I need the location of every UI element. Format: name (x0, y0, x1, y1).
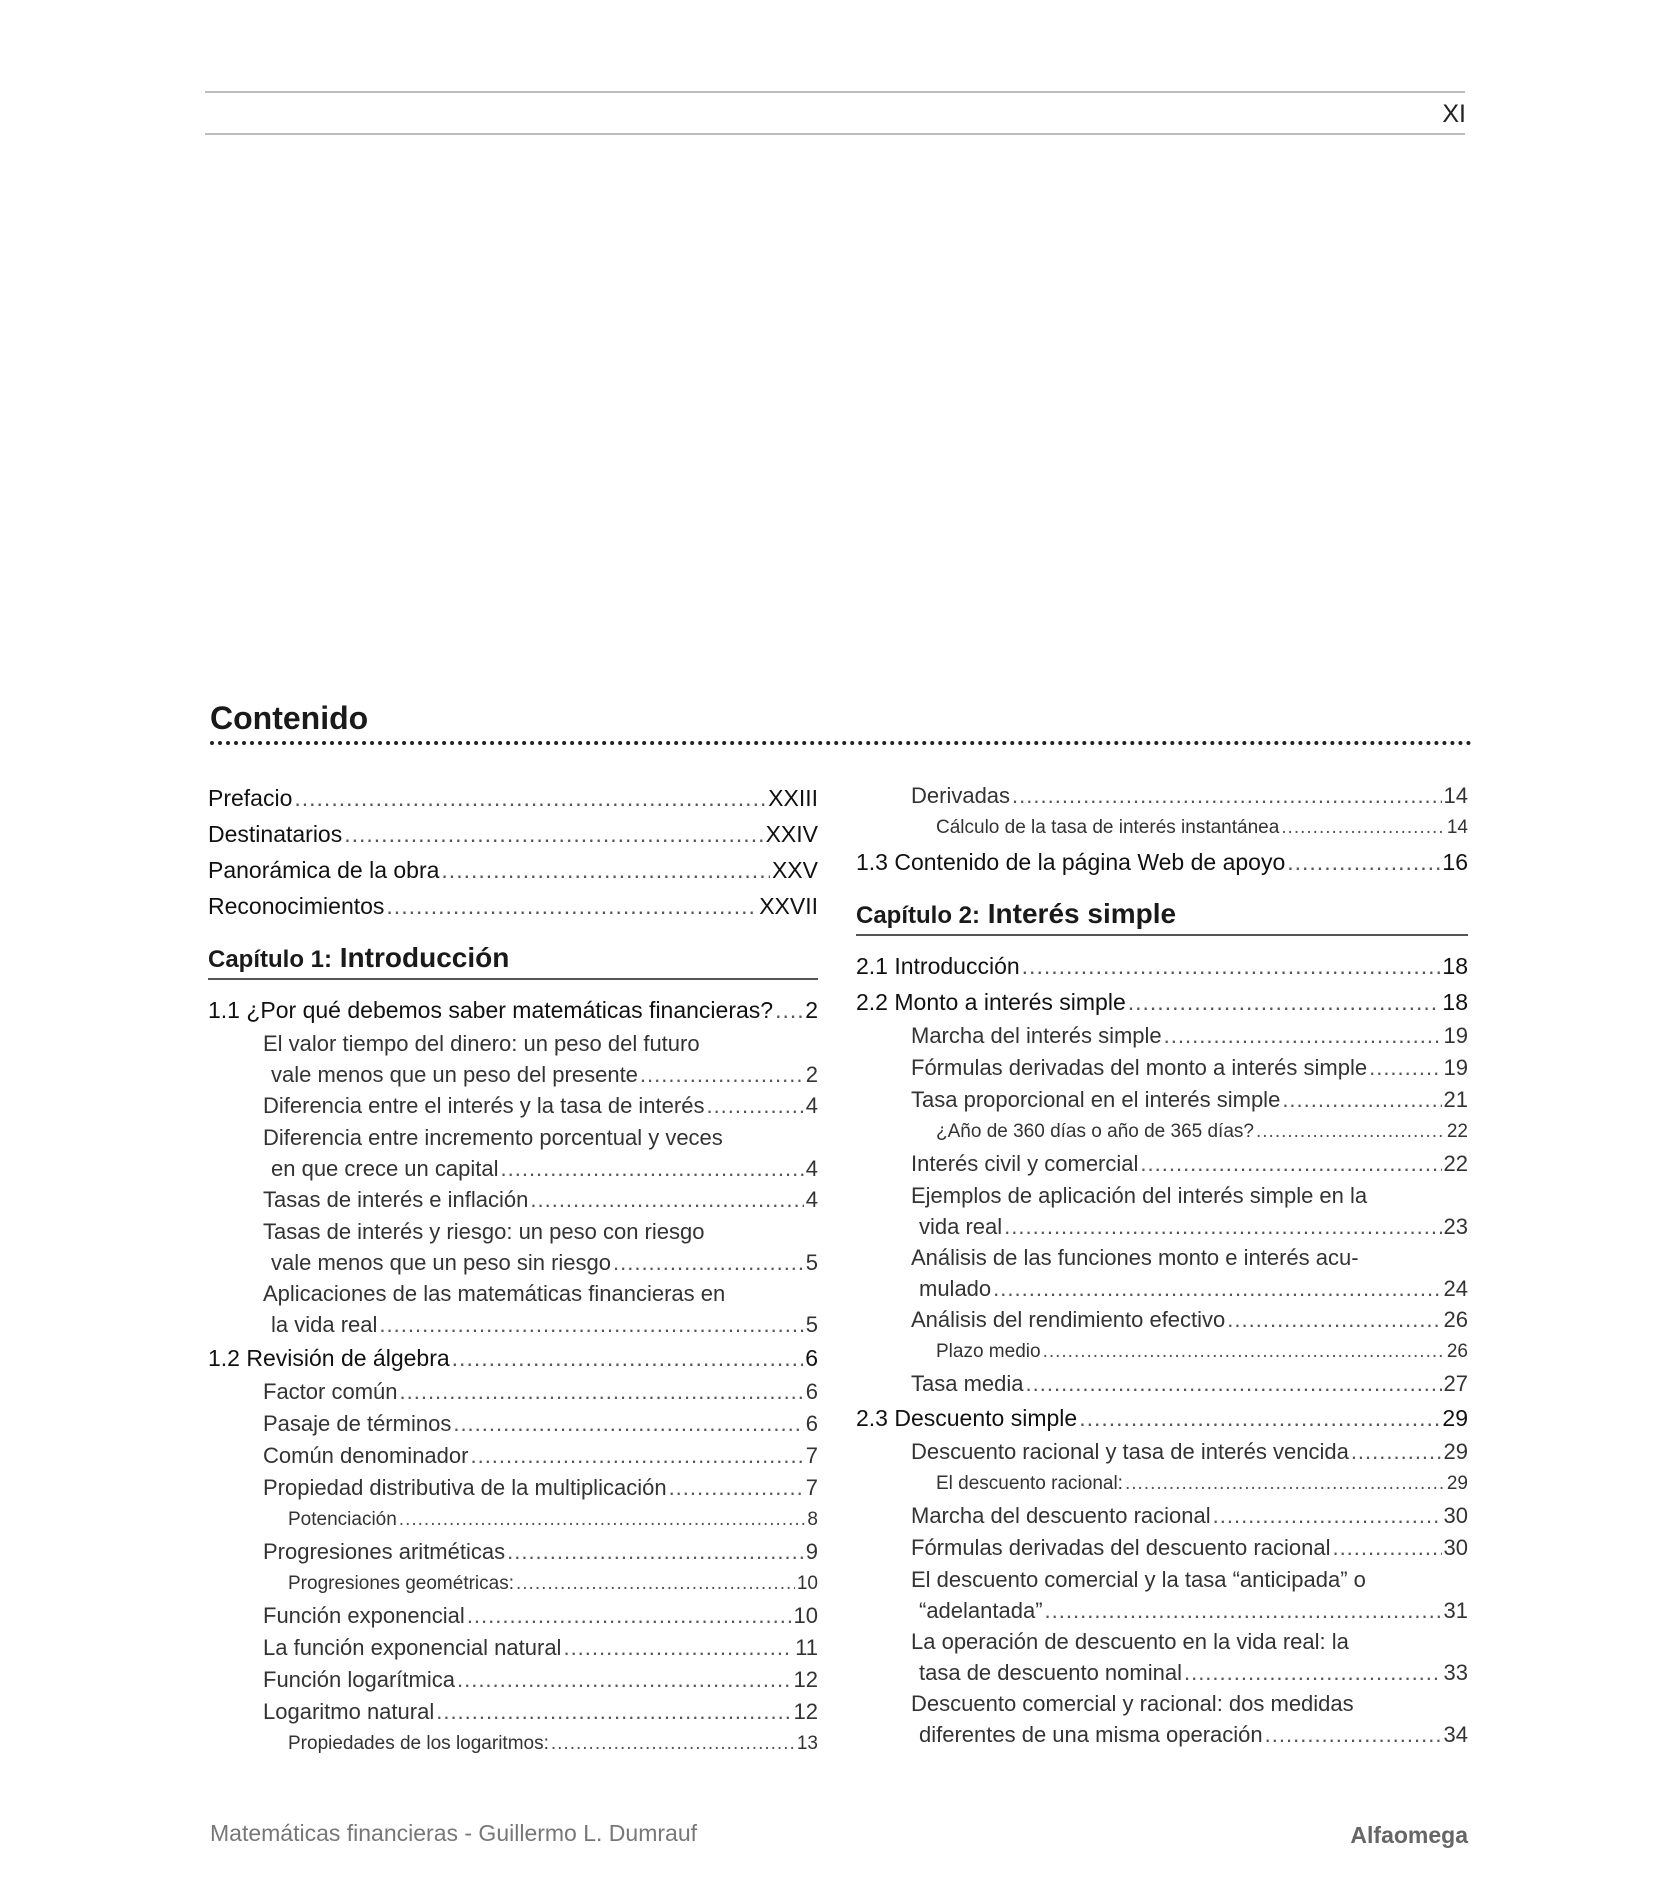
toc-page: 2 (805, 997, 818, 1023)
toc-label: Tasa proporcional en el interés simple (911, 1087, 1281, 1112)
toc-entry-operacion-descuento[interactable] (856, 1626, 1468, 1688)
toc-entry-plazo-medio[interactable] (856, 1336, 1468, 1368)
toc-page: XXIV (765, 821, 818, 847)
leader-dots (1287, 844, 1440, 880)
chapter-prefix: Capítulo 1: (208, 946, 332, 973)
toc-right-column (856, 780, 1468, 1750)
toc-entry-exponencial-natural[interactable] (208, 1632, 818, 1664)
toc-label: 1.1 ¿Por qué debemos saber matemáticas financieras? (208, 997, 774, 1023)
toc-page: 11 (795, 1635, 818, 1660)
toc-entry-propiedades-logaritmos[interactable] (208, 1728, 818, 1760)
toc-entry-factor-comun[interactable] (208, 1376, 818, 1408)
toc-page: 4 (805, 1156, 818, 1181)
toc-page: 16 (1442, 849, 1468, 875)
toc-page: 5 (805, 1250, 818, 1275)
chapter-heading-2 (856, 898, 1468, 936)
toc-label: Potenciación (288, 1509, 397, 1530)
toc-page: 21 (1443, 1087, 1468, 1112)
toc-section-1-3[interactable] (856, 844, 1468, 880)
toc-page: 4 (805, 1093, 818, 1118)
toc-page: 12 (793, 1667, 818, 1692)
toc-page: 27 (1443, 1371, 1468, 1396)
toc-label: Descuento racional y tasa de interés vencida (911, 1439, 1349, 1464)
toc-page: 23 (1443, 1214, 1468, 1239)
toc-left-column (208, 780, 818, 1760)
toc-entry-tasas-inflacion[interactable] (208, 1184, 818, 1216)
toc-entry-ejemplos-aplicacion[interactable] (856, 1180, 1468, 1242)
toc-entry-tasa-proporcional[interactable] (856, 1084, 1468, 1116)
toc-label: Función exponencial (263, 1603, 465, 1628)
toc-label: Función logarítmica (263, 1667, 455, 1692)
toc-entry-marcha-descuento[interactable] (856, 1500, 1468, 1532)
toc-entry-descuento-racional[interactable] (856, 1468, 1468, 1500)
toc-label: Progresiones aritméticas (263, 1539, 506, 1564)
toc-entry-tasa-media[interactable] (856, 1368, 1468, 1400)
toc-label-line1: Análisis de las funciones monto e interés acu- (911, 1245, 1359, 1270)
leader-dots (1369, 1052, 1441, 1084)
toc-page: 2 (805, 1062, 818, 1087)
leader-dots (706, 1090, 803, 1122)
toc-entry-formulas-monto[interactable] (856, 1052, 1468, 1084)
toc-label-line1: Descuento comercial y racional: dos medidas (911, 1691, 1354, 1716)
leader-dots (1140, 1148, 1441, 1180)
leader-dots (1351, 1436, 1442, 1468)
toc-page: 30 (1443, 1535, 1468, 1560)
toc-entry-progresiones-geometricas[interactable] (208, 1568, 818, 1600)
toc-label: Tasas de interés e inflación (263, 1187, 529, 1212)
toc-page: 18 (1442, 989, 1468, 1015)
leader-dots (1045, 1596, 1442, 1626)
toc-entry-descuento-comercial[interactable] (856, 1564, 1468, 1626)
toc-label-line1: Tasas de interés y riesgo: un peso con riesgo (263, 1219, 705, 1244)
toc-label-line1: La operación de descuento en la vida real: la (911, 1629, 1349, 1654)
leader-dots (379, 1310, 803, 1340)
toc-page: 7 (805, 1475, 818, 1500)
toc-label: Análisis del rendimiento efectivo (911, 1307, 1226, 1332)
toc-label: Logaritmo natural (263, 1699, 435, 1724)
toc-page: 22 (1443, 1151, 1468, 1176)
toc-page: 7 (805, 1443, 818, 1468)
toc-entry-destinatarios[interactable] (208, 816, 818, 852)
toc-page: XXIII (768, 785, 818, 811)
chapter-prefix: Capítulo 2: (856, 902, 980, 929)
toc-section-1-1[interactable] (208, 992, 818, 1028)
leader-dots (457, 1664, 792, 1696)
dotted-divider (210, 741, 1472, 745)
toc-page: 13 (796, 1733, 818, 1754)
toc-label-line2: “adelantada” (919, 1598, 1043, 1623)
header-rule-bottom (205, 133, 1465, 135)
leader-dots (1026, 1368, 1442, 1400)
toc-page: 10 (793, 1603, 818, 1628)
toc-page: 6 (805, 1411, 818, 1436)
leader-dots (516, 1568, 795, 1600)
footer-book-title: Matemáticas financieras - Guillermo L. Dumrauf (210, 1820, 697, 1846)
leader-dots (399, 1504, 806, 1536)
toc-section-2-1[interactable] (856, 948, 1468, 984)
toc-label: Interés civil y comercial (911, 1151, 1139, 1176)
toc-entry-tasa-instantanea[interactable] (856, 812, 1468, 844)
toc-page: 6 (805, 1379, 818, 1404)
toc-entry-comercial-racional[interactable] (856, 1688, 1468, 1750)
toc-label-line2: vale menos que un peso sin riesgo (271, 1250, 611, 1275)
toc-entry-potenciacion[interactable] (208, 1504, 818, 1536)
toc-label: Común denominador (263, 1443, 469, 1468)
toc-label: Propiedades de los logaritmos: (288, 1733, 549, 1754)
leader-dots (441, 852, 770, 888)
toc-label: 2.1 Introducción (856, 953, 1020, 979)
toc-entry-propiedad-distributiva[interactable] (208, 1472, 818, 1504)
leader-dots (1227, 1304, 1441, 1336)
chapter-heading-1 (208, 942, 818, 980)
leader-dots (613, 1248, 804, 1278)
toc-label-line2: tasa de descuento nominal (919, 1660, 1182, 1685)
toc-label: Tasa media (911, 1371, 1024, 1396)
toc-page: 19 (1443, 1023, 1468, 1048)
leader-dots (453, 1408, 803, 1440)
leader-dots (1022, 948, 1441, 984)
leader-dots (1043, 1336, 1445, 1368)
toc-label-line2: vale menos que un peso del presente (271, 1062, 638, 1087)
toc-entry-logaritmo-natural[interactable] (208, 1696, 818, 1728)
toc-label: La función exponencial natural (263, 1635, 562, 1660)
leader-dots (775, 992, 803, 1028)
leader-dots (1265, 1720, 1442, 1750)
toc-label: 1.2 Revisión de álgebra (208, 1345, 450, 1371)
toc-label: Fórmulas derivadas del monto a interés simple (911, 1055, 1368, 1080)
toc-page: 5 (805, 1312, 818, 1337)
toc-page: 4 (805, 1187, 818, 1212)
toc-section-1-2[interactable] (208, 1340, 818, 1376)
contents-title: Contenido (210, 700, 369, 736)
toc-page: XXVII (759, 893, 818, 919)
toc-page: 34 (1443, 1722, 1468, 1747)
toc-page: 18 (1442, 953, 1468, 979)
toc-label: 1.3 Contenido de la página Web de apoyo (856, 849, 1286, 875)
toc-label-line2: en que crece un capital (271, 1156, 499, 1181)
toc-label: Derivadas (911, 783, 1011, 808)
leader-dots (563, 1632, 793, 1664)
leader-dots (1012, 780, 1441, 812)
toc-entry-funcion-logaritmica[interactable] (208, 1664, 818, 1696)
toc-page: 8 (807, 1509, 818, 1530)
toc-section-2-3[interactable] (856, 1400, 1468, 1436)
toc-label-line2: vida real (919, 1214, 1003, 1239)
leader-dots (507, 1536, 804, 1568)
toc-label: 2.2 Monto a interés simple (856, 989, 1126, 1015)
toc-page: 9 (805, 1539, 818, 1564)
toc-entry-progresiones-aritmeticas[interactable] (208, 1536, 818, 1568)
leader-dots (551, 1728, 795, 1760)
toc-entry-incremento-porcentual[interactable] (208, 1122, 818, 1184)
leader-dots (1004, 1212, 1441, 1242)
toc-label-line1: Diferencia entre incremento porcentual y veces (263, 1125, 723, 1150)
leader-dots (1184, 1658, 1442, 1688)
toc-label: 2.3 Descuento simple (856, 1405, 1078, 1431)
toc-label-line2: la vida real (271, 1312, 378, 1337)
toc-label: Fórmulas derivadas del descuento racional (911, 1535, 1331, 1560)
toc-entry-diferencia-interes[interactable] (208, 1090, 818, 1122)
leader-dots (1125, 1468, 1445, 1500)
toc-page: 22 (1446, 1121, 1468, 1142)
toc-page: 30 (1443, 1503, 1468, 1528)
toc-page: 10 (796, 1573, 818, 1594)
toc-label-line2: mulado (919, 1276, 992, 1301)
toc-label-line2: diferentes de una misma operación (919, 1722, 1263, 1747)
toc-label: Progresiones geométricas: (288, 1573, 514, 1594)
header-rule-top (205, 91, 1465, 93)
toc-label: Panorámica de la obra (208, 857, 440, 883)
leader-dots (501, 1154, 804, 1184)
leader-dots (1164, 1020, 1442, 1052)
toc-label-line1: Ejemplos de aplicación del interés simple en la (911, 1183, 1368, 1208)
leader-dots (1128, 984, 1441, 1020)
toc-entry-comun-denominador[interactable] (208, 1440, 818, 1472)
leader-dots (669, 1472, 804, 1504)
toc-entry-analisis-funciones[interactable] (856, 1242, 1468, 1304)
toc-label: ¿Año de 360 días o año de 365 días? (936, 1121, 1254, 1142)
toc-page: 31 (1443, 1598, 1468, 1623)
leader-dots (452, 1340, 804, 1376)
leader-dots (386, 888, 757, 924)
toc-page: 24 (1443, 1276, 1468, 1301)
toc-label: Propiedad distributiva de la multiplicación (263, 1475, 667, 1500)
toc-page: 26 (1443, 1307, 1468, 1332)
chapter-title: Interés simple (987, 898, 1177, 929)
leader-dots (1256, 1116, 1445, 1148)
toc-entry-marcha-interes[interactable] (856, 1020, 1468, 1052)
leader-dots (344, 816, 763, 852)
leader-dots (400, 1376, 804, 1408)
toc-label: Diferencia entre el interés y la tasa de interés (263, 1093, 705, 1118)
toc-page: 33 (1443, 1660, 1468, 1685)
leader-dots (467, 1600, 792, 1632)
toc-label: Marcha del descuento racional (911, 1503, 1211, 1528)
toc-page: 14 (1443, 783, 1468, 808)
toc-label: Factor común (263, 1379, 398, 1404)
toc-entry-rendimiento-efectivo[interactable] (856, 1304, 1468, 1336)
toc-entry-derivadas[interactable] (856, 780, 1468, 812)
toc-label: Prefacio (208, 785, 293, 811)
leader-dots (530, 1184, 803, 1216)
toc-entry-funcion-exponencial[interactable] (208, 1600, 818, 1632)
toc-entry-panoramica[interactable] (208, 852, 818, 888)
toc-label: Destinatarios (208, 821, 343, 847)
leader-dots (640, 1060, 804, 1090)
toc-entry-tasas-riesgo[interactable] (208, 1216, 818, 1278)
chapter-title: Introducción (339, 942, 510, 973)
toc-entry-aplicaciones[interactable] (208, 1278, 818, 1340)
leader-dots (993, 1274, 1441, 1304)
toc-label-line1: El valor tiempo del dinero: un peso del futuro (263, 1031, 700, 1056)
toc-page: 19 (1443, 1055, 1468, 1080)
leader-dots (1332, 1532, 1441, 1564)
toc-section-2-2[interactable] (856, 984, 1468, 1020)
toc-label: El descuento racional: (936, 1473, 1123, 1494)
toc-label: Marcha del interés simple (911, 1023, 1162, 1048)
toc-page: 12 (793, 1699, 818, 1724)
page-number: XI (1442, 100, 1466, 128)
toc-label: Cálculo de la tasa de interés instantánea (936, 817, 1280, 838)
leader-dots (1213, 1500, 1442, 1532)
toc-page: 29 (1443, 1439, 1468, 1464)
toc-page: 14 (1446, 817, 1468, 838)
leader-dots (470, 1440, 803, 1472)
toc-page: 29 (1442, 1405, 1468, 1431)
toc-label: Plazo medio (936, 1341, 1041, 1362)
toc-entry-anio-360-365[interactable] (856, 1116, 1468, 1148)
toc-page: XXV (771, 857, 818, 883)
toc-entry-reconocimientos[interactable] (208, 888, 818, 924)
toc-entry-descuento-racional-tasa[interactable] (856, 1436, 1468, 1468)
toc-entry-pasaje-terminos[interactable] (208, 1408, 818, 1440)
toc-entry-interes-civil[interactable] (856, 1148, 1468, 1180)
toc-label-line1: Aplicaciones de las matemáticas financieras en (263, 1281, 726, 1306)
leader-dots (1282, 1084, 1441, 1116)
footer-publisher: Alfaomega (1350, 1822, 1468, 1848)
toc-label: Reconocimientos (208, 893, 385, 919)
leader-dots (1281, 812, 1445, 844)
toc-label-line1: El descuento comercial y la tasa “anticipada” o (911, 1567, 1366, 1592)
toc-entry-valor-tiempo[interactable] (208, 1028, 818, 1090)
toc-label: Pasaje de términos (263, 1411, 452, 1436)
leader-dots (1079, 1400, 1440, 1436)
toc-page: 26 (1446, 1341, 1468, 1362)
toc-entry-prefacio[interactable] (208, 780, 818, 816)
toc-page: 29 (1446, 1473, 1468, 1494)
leader-dots (294, 780, 766, 816)
leader-dots (436, 1696, 791, 1728)
toc-page: 6 (805, 1345, 818, 1371)
toc-entry-formulas-descuento[interactable] (856, 1532, 1468, 1564)
